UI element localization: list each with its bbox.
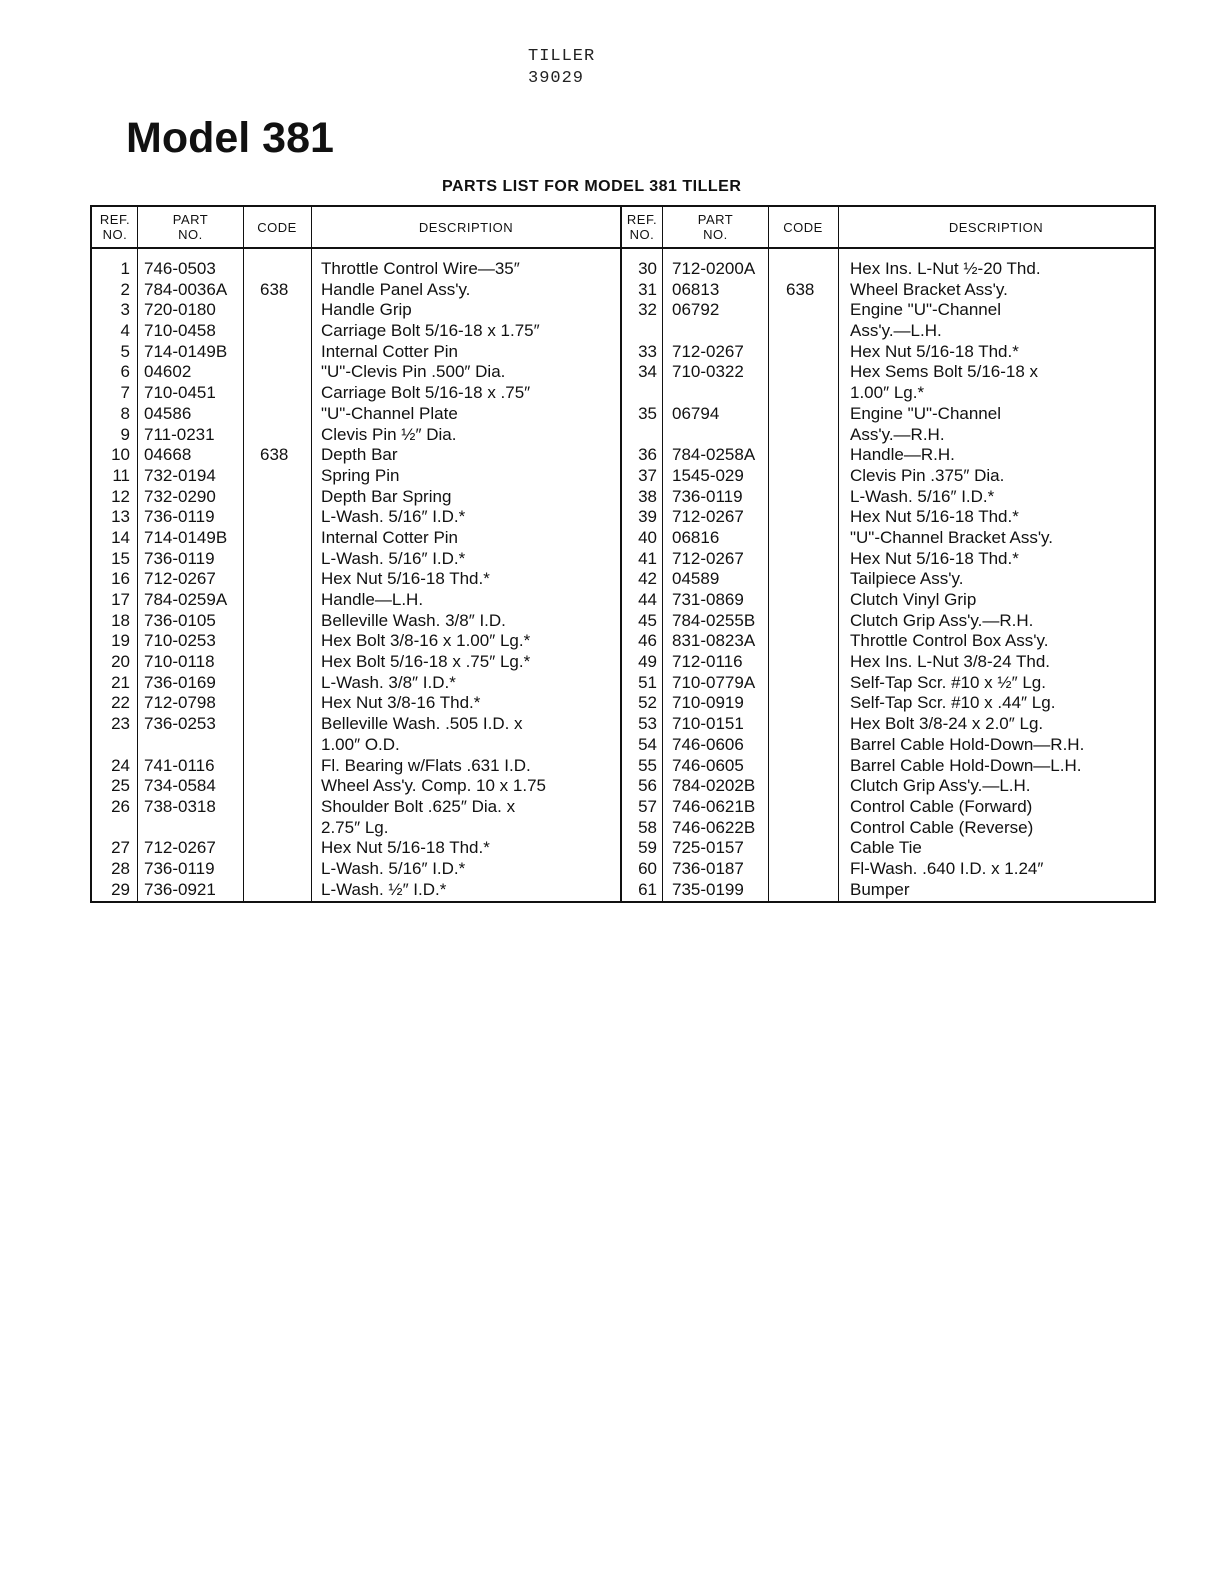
description-cell: L-Wash. 5/16″ I.D.* [321,548,466,568]
parts-table [90,205,1156,903]
description-cell: Internal Cotter Pin [321,527,459,547]
description-cell: Engine "U"-Channel [850,403,1001,423]
description-cell: Carriage Bolt 5/16-18 x .75″ [321,383,531,403]
description-cell: L-Wash. 5/16″ I.D.* [321,507,466,527]
part-no-cell: 736-0119 [672,486,743,506]
description-cell: Shoulder Bolt .625″ Dia. x [321,796,516,816]
part-no-cell: 746-0503 [144,259,216,278]
table-header-row [92,207,1154,249]
ref-no-cell: 36 [638,445,657,465]
part-no-cell: 732-0194 [144,465,216,485]
description-cell: Clutch Grip Ass'y.—L.H. [850,776,1031,796]
ref-no-cell: 19 [111,631,130,651]
table-row [92,321,1154,342]
description-cell: Handle Panel Ass'y. [321,279,471,299]
description-cell: Barrel Cable Hold-Down—L.H. [850,755,1082,775]
description-cell: Clevis Pin ½″ Dia. [321,424,457,444]
ref-no-cell: 10 [111,445,130,465]
ref-no-cell: 39 [638,507,657,527]
table-row [92,797,1154,818]
ref-no-cell: 53 [638,714,657,734]
table-row [92,487,1154,508]
part-no-cell: 736-0105 [144,610,216,630]
ref-no-cell: 56 [638,776,657,796]
code-cell: 638 [260,445,289,465]
header-code-right: CODE [783,219,823,235]
description-cell: Hex Ins. L-Nut 3/8-24 Thd. [850,652,1051,672]
ref-no-cell: 20 [111,652,130,672]
ref-no-cell: 29 [111,879,130,899]
ref-no-cell: 35 [638,403,657,423]
ref-no-cell: 46 [638,631,657,651]
description-cell: Control Cable (Forward) [850,796,1033,816]
part-no-cell: 746-0622B [672,817,756,837]
table-row [92,362,1154,383]
part-no-cell: 736-0169 [144,672,216,692]
part-no-cell: 711-0231 [144,424,215,444]
code-cell: 638 [786,279,815,299]
description-cell: Ass'y.—R.H. [850,424,945,444]
description-cell: Hex Sems Bolt 5/16-18 x [850,362,1039,382]
description-cell: Hex Nut 5/16-18 Thd.* [321,838,490,858]
ref-no-cell: 9 [120,424,130,444]
description-cell: Clutch Grip Ass'y.—R.H. [850,610,1034,630]
part-no-cell: 731-0869 [672,590,744,609]
ref-no-cell: 55 [638,755,657,775]
description-cell: L-Wash. 5/16″ I.D.* [850,486,995,506]
ref-no-cell: 57 [638,796,657,816]
part-no-cell: 714-0149B [144,341,228,361]
description-cell: Spring Pin [321,465,400,485]
part-no-cell: 784-0255B [672,610,756,630]
part-no-cell: 746-0605 [672,755,744,775]
description-cell: Belleville Wash. .505 I.D. x [321,714,523,734]
ref-no-cell: 6 [120,362,130,382]
description-cell: Depth Bar Spring [321,486,452,506]
document-stamp [528,46,595,90]
table-row [92,342,1154,363]
table-row [92,673,1154,694]
table-row [92,776,1154,797]
part-no-cell: 746-0621B [672,796,756,816]
part-no-cell: 736-0253 [144,714,216,734]
ref-no-cell: 12 [111,486,130,506]
ref-no-cell: 23 [111,714,130,734]
ref-no-cell: 42 [638,569,657,589]
part-no-cell: 710-0919 [672,693,744,713]
part-no-cell: 725-0157 [672,838,744,858]
ref-no-cell: 51 [638,672,657,692]
description-cell: Internal Cotter Pin [321,341,459,361]
part-no-cell: 712-0267 [672,341,744,361]
description-cell: Self-Tap Scr. #10 x .44″ Lg. [850,693,1056,713]
ref-no-cell: 34 [638,362,657,382]
ref-no-cell: 25 [111,776,130,796]
table-row [92,280,1154,301]
ref-no-cell: 26 [111,796,130,816]
ref-no-cell: 18 [111,610,130,630]
ref-no-cell: 30 [638,259,657,278]
part-no-cell: 710-0779A [672,672,756,692]
ref-no-cell: 5 [120,341,130,361]
header-description-left: DESCRIPTION [418,219,514,235]
part-no-cell: 710-0151 [672,714,744,734]
ref-no-cell: 3 [120,300,130,320]
part-no-cell: 735-0199 [672,879,744,899]
table-row [92,569,1154,590]
description-cell: Hex Nut 5/16-18 Thd.* [321,569,490,589]
description-cell: Hex Bolt 3/8-24 x 2.0″ Lg. [850,714,1044,734]
table-row [92,300,1154,321]
description-cell: Hex Nut 5/16-18 Thd.* [850,341,1019,361]
description-cell: Handle—R.H. [850,445,955,465]
description-cell: Hex Bolt 3/8-16 x 1.00″ Lg.* [321,631,531,651]
part-no-cell: 714-0149B [144,527,228,547]
stamp-line-2: 39029 [528,69,585,88]
description-cell: Hex Nut 3/8-16 Thd.* [321,693,481,713]
ref-no-cell: 41 [638,548,657,568]
part-no-cell: 741-0116 [144,755,215,775]
description-cell: Hex Nut 5/16-18 Thd.* [850,507,1019,527]
table-row [92,611,1154,632]
description-cell: Self-Tap Scr. #10 x ½″ Lg. [850,672,1046,692]
description-cell: Ass'y.—L.H. [850,321,942,341]
ref-no-cell: 45 [638,610,657,630]
description-cell: "U"-Clevis Pin .500″ Dia. [321,362,506,382]
ref-no-cell: 14 [111,527,130,547]
ref-no-cell: 21 [111,672,130,692]
ref-no-cell: 59 [638,838,657,858]
description-cell: Handle Grip [321,300,412,320]
part-no-cell: 831-0823A [672,631,756,651]
code-cell: 638 [260,279,289,299]
description-cell: Throttle Control Wire—35″ [321,259,520,278]
part-no-cell: 710-0322 [672,362,744,382]
model-title: Model 381 [126,114,334,162]
table-row [92,631,1154,652]
description-cell: Hex Bolt 5/16-18 x .75″ Lg.* [321,652,531,672]
description-cell: "U"-Channel Plate [321,403,458,423]
table-row [92,652,1154,673]
description-cell: Throttle Control Box Ass'y. [850,631,1049,651]
part-no-cell: 04668 [144,445,192,465]
ref-no-cell: 13 [111,507,130,527]
description-cell: "U"-Channel Bracket Ass'y. [850,527,1054,547]
description-cell: Hex Ins. L-Nut ½-20 Thd. [850,259,1041,278]
description-cell: Wheel Ass'y. Comp. 10 x 1.75 [321,776,546,796]
ref-no-cell: 7 [120,383,130,403]
description-cell: L-Wash. 5/16″ I.D.* [321,858,466,878]
table-row [92,859,1154,880]
ref-no-cell: 31 [638,279,657,299]
header-description-right: DESCRIPTION [948,219,1044,235]
table-row [92,383,1154,404]
part-no-cell: 784-0036A [144,279,228,299]
description-cell: Handle—L.H. [321,590,424,609]
part-no-cell: 784-0258A [672,445,756,465]
part-no-cell: 710-0451 [144,383,216,403]
part-no-cell: 712-0200A [672,259,756,278]
description-cell: L-Wash. 3/8″ I.D.* [321,672,456,692]
ref-no-cell: 17 [111,590,130,609]
header-ref-no-right: REF. NO. [626,212,658,242]
part-no-cell: 784-0202B [672,776,756,796]
part-no-cell: 712-0267 [144,569,216,589]
description-cell: L-Wash. ½″ I.D.* [321,879,447,899]
table-row [92,838,1154,859]
ref-no-cell: 32 [638,300,657,320]
table-row [92,714,1154,735]
part-no-cell: 732-0290 [144,486,216,506]
ref-no-cell: 16 [111,569,130,589]
description-cell: Depth Bar [321,445,398,465]
part-no-cell: 710-0118 [144,652,215,672]
ref-no-cell: 54 [638,734,657,754]
ref-no-cell: 60 [638,858,657,878]
description-cell: Clevis Pin .375″ Dia. [850,465,1005,485]
part-no-cell: 712-0267 [672,548,744,568]
ref-no-cell: 27 [111,838,130,858]
table-row [92,466,1154,487]
part-no-cell: 784-0259A [144,590,228,609]
ref-no-cell: 8 [120,403,130,423]
parts-list-title: PARTS LIST FOR MODEL 381 TILLER [442,178,742,195]
table-row [92,880,1154,901]
ref-no-cell: 28 [111,858,130,878]
ref-no-cell: 44 [638,590,657,609]
table-row [92,756,1154,777]
ref-no-cell: 2 [120,279,130,299]
part-no-cell: 06792 [672,300,720,320]
part-no-cell: 04589 [672,569,720,589]
part-no-cell: 06816 [672,527,720,547]
part-no-cell: 736-0187 [672,858,744,878]
description-cell: 2.75″ Lg. [321,817,389,837]
ref-no-cell: 61 [638,879,657,899]
part-no-cell: 06794 [672,403,720,423]
description-cell: Belleville Wash. 3/8″ I.D. [321,610,506,630]
ref-no-cell: 15 [111,548,130,568]
header-part-no-right: PART NO. [697,212,734,242]
table-row [92,693,1154,714]
ref-no-cell: 40 [638,527,657,547]
part-no-cell: 712-0798 [144,693,216,713]
description-cell: Hex Nut 5/16-18 Thd.* [850,548,1019,568]
part-no-cell: 736-0119 [144,858,215,878]
part-no-cell: 738-0318 [144,796,216,816]
part-no-cell: 04586 [144,403,192,423]
description-cell: Clutch Vinyl Grip [850,590,977,609]
part-no-cell: 712-0267 [144,838,216,858]
part-no-cell: 720-0180 [144,300,216,320]
ref-no-cell: 37 [638,465,657,485]
table-row [92,549,1154,570]
table-row [92,507,1154,528]
part-no-cell: 712-0267 [672,507,744,527]
table-row [92,259,1154,280]
ref-no-cell: 4 [120,321,130,341]
ref-no-cell: 24 [111,755,130,775]
part-no-cell: 734-0584 [144,776,216,796]
part-no-cell: 1545-029 [672,465,744,485]
description-cell: 1.00″ Lg.* [850,383,925,403]
part-no-cell: 710-0458 [144,321,216,341]
part-no-cell: 736-0119 [144,548,215,568]
ref-no-cell: 1 [120,259,130,278]
ref-no-cell: 49 [638,652,657,672]
part-no-cell: 06813 [672,279,720,299]
ref-no-cell: 38 [638,486,657,506]
part-no-cell: 712-0116 [672,652,743,672]
description-cell: Fl. Bearing w/Flats .631 I.D. [321,755,531,775]
ref-no-cell: 22 [111,693,130,713]
part-no-cell: 04602 [144,362,192,382]
description-cell: Tailpiece Ass'y. [850,569,964,589]
table-row [92,404,1154,425]
header-part-no-left: PART NO. [172,212,209,242]
table-row [92,735,1154,756]
part-no-cell: 736-0921 [144,879,216,899]
header-ref-no-left: REF. NO. [99,212,131,242]
table-row [92,818,1154,839]
table-row [92,425,1154,446]
header-code-left: CODE [257,219,297,235]
ref-no-cell: 33 [638,341,657,361]
ref-no-cell: 58 [638,817,657,837]
description-cell: Barrel Cable Hold-Down—R.H. [850,734,1085,754]
description-cell: 1.00″ O.D. [321,734,400,754]
stamp-line-1: TILLER [528,47,596,66]
description-cell: Engine "U"-Channel [850,300,1001,320]
right-parts-rows [92,259,1154,900]
table-row [92,590,1154,611]
part-no-cell: 746-0606 [672,734,744,754]
description-cell: Fl-Wash. .640 I.D. x 1.24″ [850,858,1044,878]
ref-no-cell: 52 [638,693,657,713]
part-no-cell: 736-0119 [144,507,215,527]
table-row [92,445,1154,466]
description-cell: Carriage Bolt 5/16-18 x 1.75″ [321,321,540,341]
part-no-cell: 710-0253 [144,631,216,651]
description-cell: Control Cable (Reverse) [850,817,1034,837]
description-cell: Cable Tie [850,838,922,858]
ref-no-cell: 11 [112,465,130,485]
description-cell: Wheel Bracket Ass'y. [850,279,1008,299]
description-cell: Bumper [850,879,910,899]
table-row [92,528,1154,549]
